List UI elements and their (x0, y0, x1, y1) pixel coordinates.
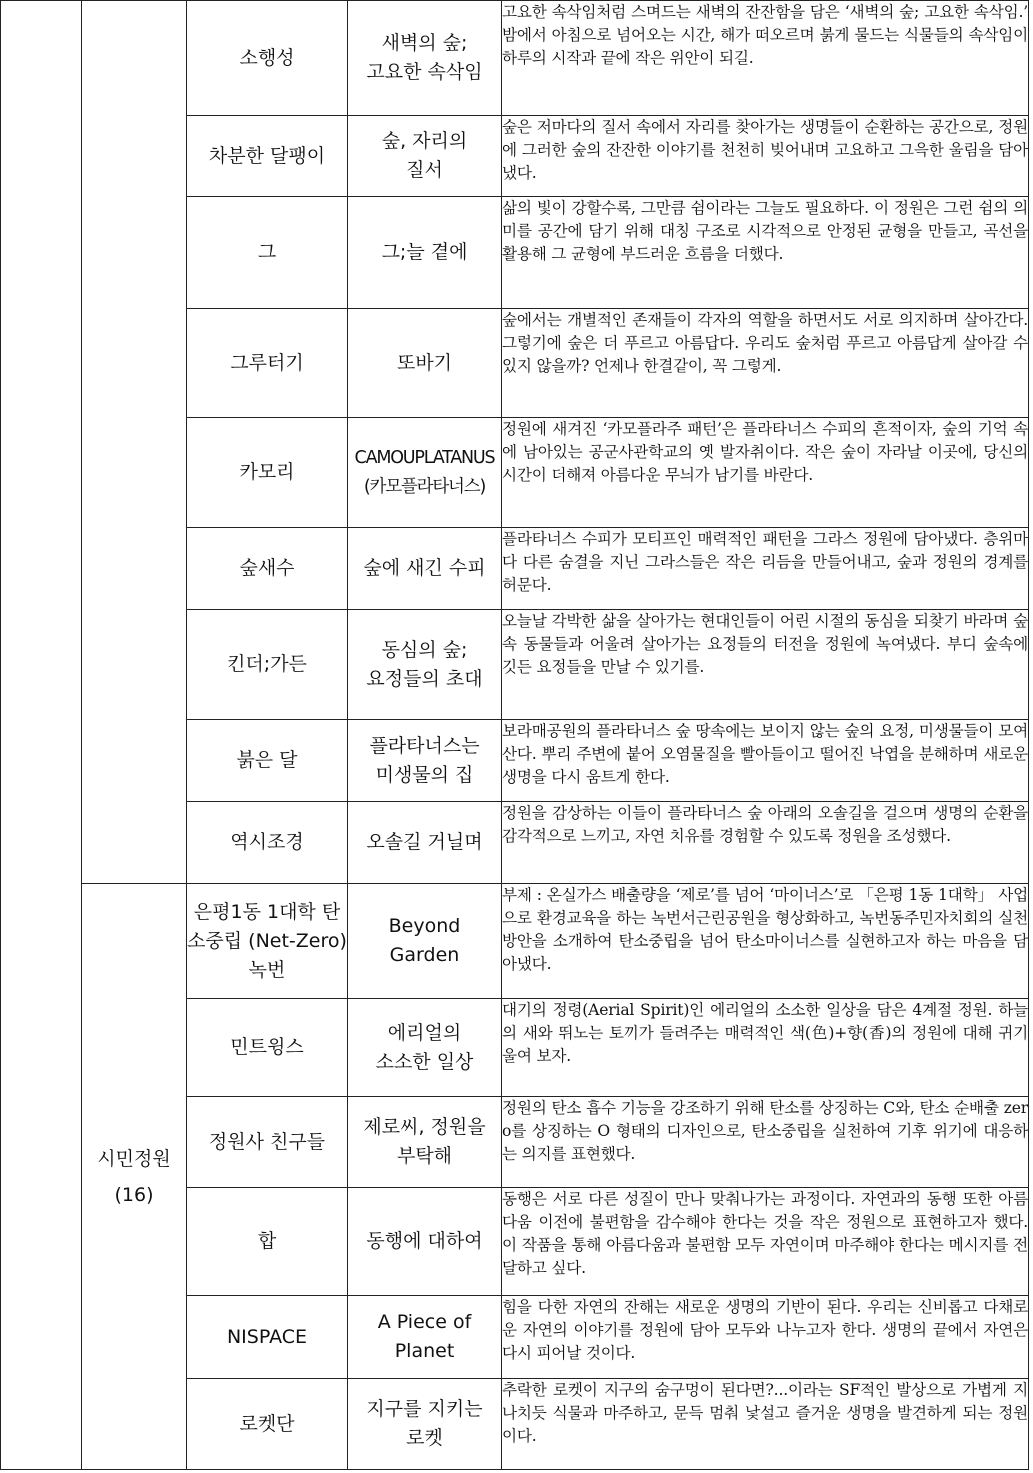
garden-title-line: 숲에 새긴 수피 (363, 557, 486, 579)
team-name: 붉은 달 (187, 720, 348, 802)
garden-description: 정원을 감상하는 이들이 플라타너스 숲 아래의 오솔길을 걸으며 생명의 순환을 감각적으로 느끼고, 자연 치유를 경험할 수 있도록 정원을 조성했다. (502, 802, 1029, 884)
team-name: 합 (187, 1188, 348, 1296)
team-name: 역시조경 (187, 802, 348, 884)
table-row (1, 1, 1029, 116)
garden-title-line: 질서 (406, 159, 443, 181)
garden-title-line: 또바기 (396, 351, 453, 374)
garden-title-line: 미생물의 집 (375, 763, 474, 786)
garden-description: 삶의 빛이 강할수록, 그만큼 쉼이라는 그늘도 필요하다. 이 정원은 그런 쉼의 의미를 공간에 담기 위해 대칭 구조로 시각적으로 안정된 균형을 만들고, 곡선을 활용해 그 균형에 부드러운 흐름을 더했다. (502, 197, 1029, 309)
team-name: 정원사 친구들 (187, 1097, 348, 1188)
garden-title-line: Garden (389, 944, 460, 966)
garden-description: 플라타너스 수피가 모티프인 매력적인 패턴을 그라스 정원에 담아냈다. 층위마다 다른 숨결을 지닌 그라스들은 작은 리듬을 만들어내고, 숲과 정원의 경계를 허문다. (502, 528, 1029, 610)
garden-description: 부제 : 온실가스 배출량을 ‘제로’를 넘어 ‘마이너스’로 「은평 1동 1대학」 사업으로 환경교육을 하는 녹번서근린공원을 형상화하고, 녹번동주민자치회의 실천 방안을 소개하여 탄소중립을 넘어 탄소마이너스를 실현하고자 하는 마음을 담아냈다. (502, 884, 1029, 999)
garden-title (348, 802, 502, 884)
team-name: 숲새수 (187, 528, 348, 610)
garden-title-line: 새벽의 숲; (381, 32, 468, 54)
garden-description: 정원의 탄소 흡수 기능을 강조하기 위해 탄소를 상징하는 C와, 탄소 순배출 zero를 상징하는 O 형태의 디자인으로, 탄소중립을 실천하여 기후 위기에 대응하는 의지를 표현했다. (502, 1097, 1029, 1188)
team-name: 그 (187, 197, 348, 309)
garden-title-line: 오솔길 거닐며 (366, 831, 483, 853)
garden-title-line: 숲, 자리의 (381, 130, 468, 152)
garden-title-line: 로켓 (406, 1427, 443, 1449)
garden-title-line: 부탁해 (396, 1145, 453, 1167)
team-name: NISPACE (187, 1296, 348, 1379)
garden-title (348, 720, 502, 802)
team-name: 민트윙스 (187, 999, 348, 1097)
team-name: 카모리 (187, 418, 348, 528)
garden-title-line: 요정들의 초대 (366, 667, 483, 690)
garden-title-line: 지구를 지키는 (366, 1398, 483, 1420)
team-name: 은평1동 1대학 탄소중립 (Net-Zero) 녹번 (187, 884, 348, 999)
team-name: 그루터기 (187, 309, 348, 418)
group-name: 시민정원 (97, 1147, 171, 1170)
garden-title-line: A Piece of (377, 1311, 472, 1333)
garden-title (348, 1188, 502, 1296)
garden-title-line: 동행에 대하여 (366, 1230, 483, 1252)
garden-title (348, 1296, 502, 1379)
garden-title-line: 동심의 숲; (381, 638, 468, 661)
garden-title (348, 116, 502, 197)
garden-title (348, 418, 502, 528)
garden-title-line: 플라타너스는 (369, 734, 480, 757)
garden-description: 동행은 서로 다른 성질이 만나 맞춰나가는 과정이다. 자연과의 동행 또한 아름다움 이전에 불편함을 감수해야 한다는 것을 작은 정원으로 표현하고자 했다. 이 작품을 통해 아름다움과 불편함 모두 자연이며 마주해야 한다는 메시지를 전달하고 싶다. (502, 1188, 1029, 1296)
garden-title-line: 고요한 속삭임 (366, 61, 483, 83)
garden-title (348, 1, 502, 116)
garden-description: 보라매공원의 플라타너스 숲 땅속에는 보이지 않는 숲의 요정, 미생물들이 모여 산다. 뿌리 주변에 붙어 오염물질을 빨아들이고 떨어진 낙엽을 분해하며 새로운 생명을 다시 움트게 한다. (502, 720, 1029, 802)
garden-description: 숲에서는 개별적인 존재들이 각자의 역할을 하면서도 서로 의지하며 살아간다. 그렇기에 숲은 더 푸르고 아름답다. 우리도 숲처럼 푸르고 아름답게 살아갈 수 있지 않을까? 언제나 한결같이, 꼭 그렇게. (502, 309, 1029, 418)
team-name: 로켓단 (187, 1379, 348, 1470)
garden-title (348, 1097, 502, 1188)
garden-description: 고요한 속삭임처럼 스며드는 새벽의 잔잔함을 담은 ‘새벽의 숲; 고요한 속삭임.’ 밤에서 아침으로 넘어오는 시간, 해가 떠오르며 붉게 물드는 식물들의 속삭임이 하루의 시작과 끝에 작은 위안이 되길. (502, 1, 1029, 116)
team-name: 차분한 달팽이 (187, 116, 348, 197)
category-column (1, 1, 82, 1470)
garden-description: 힘을 다한 자연의 잔해는 새로운 생명의 기반이 된다. 우리는 신비롭고 다채로운 자연의 이야기를 정원에 담아 모두와 나누고자 한다. 생명의 끝에서 자연은 다시 피어날 것이다. (502, 1296, 1029, 1379)
garden-title-line: 소소한 일상 (375, 1050, 474, 1073)
garden-title-line: Planet (394, 1340, 455, 1362)
garden-title-line: Beyond (388, 915, 461, 937)
garden-title (348, 528, 502, 610)
garden-title-line: CAMOUPLATANUS (354, 447, 495, 468)
garden-title (348, 309, 502, 418)
garden-description: 추락한 로켓이 지구의 숨구멍이 된다면?...이라는 SF적인 발상으로 가볍게 지나치듯 식물과 마주하고, 문득 멈춰 낯설고 즐거운 생명을 발견하게 되는 정원이다. (502, 1379, 1029, 1470)
garden-title-line: 에리얼의 (387, 1021, 462, 1044)
garden-description: 대기의 정령(Aerial Spirit)인 에리얼의 소소한 일상을 담은 4계절 정원. 하늘의 새와 뛰노는 토끼가 들려주는 매력적인 색(色)+향(香)의 정원에 대해 귀기울여 보자. (502, 999, 1029, 1097)
garden-title (348, 884, 502, 999)
group-label-cell (82, 884, 187, 1470)
team-name: 킨더;가든 (187, 610, 348, 720)
garden-title-line: 제로씨, 정원을 (363, 1116, 486, 1138)
group-count: (16) (114, 1183, 154, 1206)
group-cell-continued (82, 1, 187, 884)
garden-title-line: 그;늘 곁에 (381, 241, 468, 263)
garden-title (348, 1379, 502, 1470)
garden-title-line: (카모플라타너스) (363, 476, 486, 497)
garden-description: 오늘날 각박한 삶을 살아가는 현대인들이 어린 시절의 동심을 되찾기 바라며 숲속 동물들과 어울려 살아가는 요정들의 터전을 정원에 녹여냈다. 부디 숲속에 깃든 요정들을 만날 수 있기를. (502, 610, 1029, 720)
garden-title (348, 197, 502, 309)
garden-description: 정원에 새겨진 ‘카모플라주 패턴’은 플라타너스 수피의 흔적이자, 숲의 기억 속에 남아있는 공군사관학교의 옛 발자취이다. 작은 숲이 자라날 이곳에, 당신의 시간이 더해져 아름다운 무늬가 남기를 바란다. (502, 418, 1029, 528)
team-name: 소행성 (187, 1, 348, 116)
garden-title (348, 610, 502, 720)
table-row (1, 884, 1029, 999)
garden-description: 숲은 저마다의 질서 속에서 자리를 찾아가는 생명들이 순환하는 공간으로, 정원에 그러한 숲의 잔잔한 이야기를 천천히 빚어내며 고요하고 그윽한 울림을 담아냈다. (502, 116, 1029, 197)
garden-title (348, 999, 502, 1097)
